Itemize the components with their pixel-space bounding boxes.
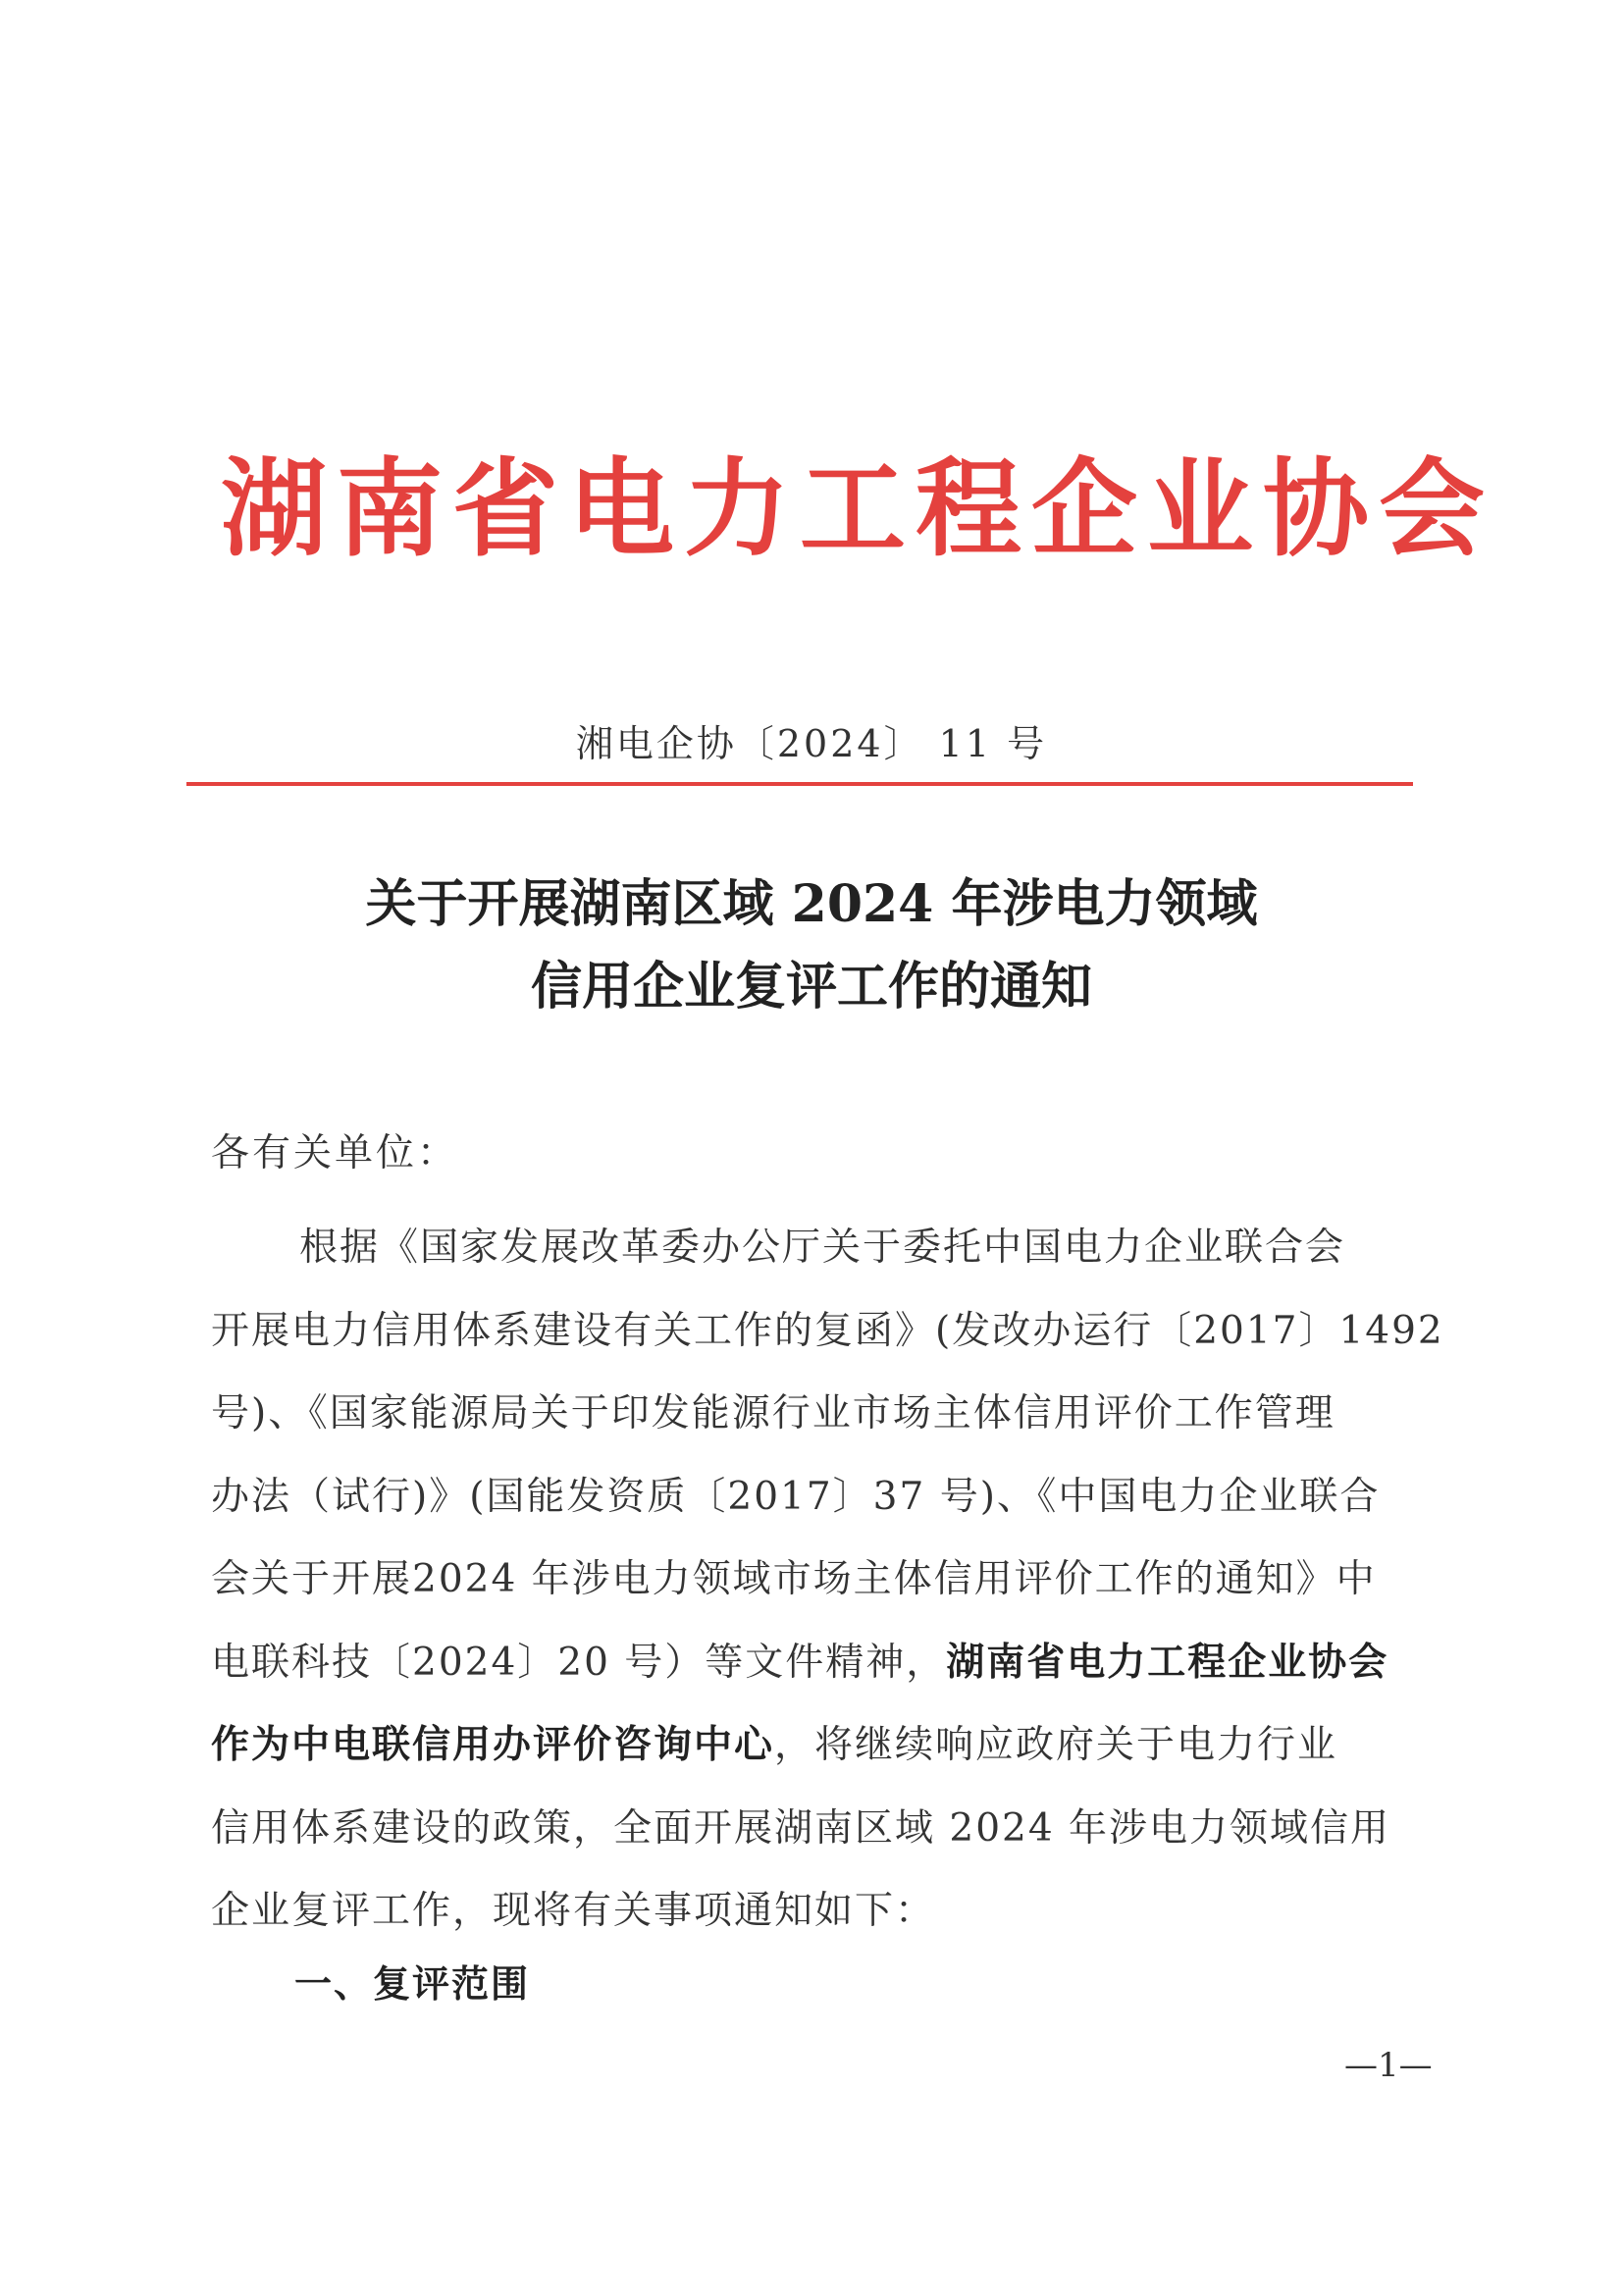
emphasized-text: 湖南省电力工程企业协会 <box>946 1640 1389 1685</box>
body-line <box>211 1622 1447 1705</box>
document-title-line-1: 关于开展湖南区域 2024 年涉电力领域 <box>365 874 1258 934</box>
salutation: 各有关单位： <box>211 1131 459 1175</box>
body-line: 根据《国家发展改革委办公厅关于委托中国电力企业联合会 <box>299 1226 1346 1270</box>
body-line: 开展电力信用体系建设有关工作的复函》(发改办运行〔2017〕1492 <box>211 1308 1444 1353</box>
section-heading: 一、复评范围 <box>294 1962 531 2006</box>
body-line: 企业复评工作，现将有关事项通知如下： <box>211 1889 936 1933</box>
body-paragraph <box>211 1207 1447 1954</box>
page-number: —1— <box>1344 2046 1433 2085</box>
emphasized-text: 作为中电联信用办评价咨询中心 <box>211 1723 775 1767</box>
body-line: 会关于开展2024 年涉电力领域市场主体信用评价工作的通知》中 <box>211 1557 1377 1601</box>
organization-header: 湖南省电力工程企业协会 <box>221 448 1495 571</box>
document-title-line-2: 信用企业复评工作的通知 <box>530 957 1092 1017</box>
body-line <box>211 1704 1447 1788</box>
body-line: 号)、《国家能源局关于印发能源行业市场主体信用评价工作管理 <box>211 1391 1335 1435</box>
body-text: 电联科技〔2024〕20 号）等文件精神， <box>211 1640 947 1685</box>
document-title <box>0 863 1623 1028</box>
body-line: 办法（试行)》(国能发资质〔2017〕37 号)、《中国电力企业联合 <box>211 1474 1381 1519</box>
body-text: ，将继续响应政府关于电力行业 <box>774 1723 1338 1767</box>
document-number: 湘电企协〔2024〕 11 号 <box>575 722 1048 765</box>
body-line: 信用体系建设的政策，全面开展湖南区域 2024 年涉电力领域信用 <box>211 1805 1391 1851</box>
red-divider-line <box>186 782 1413 786</box>
